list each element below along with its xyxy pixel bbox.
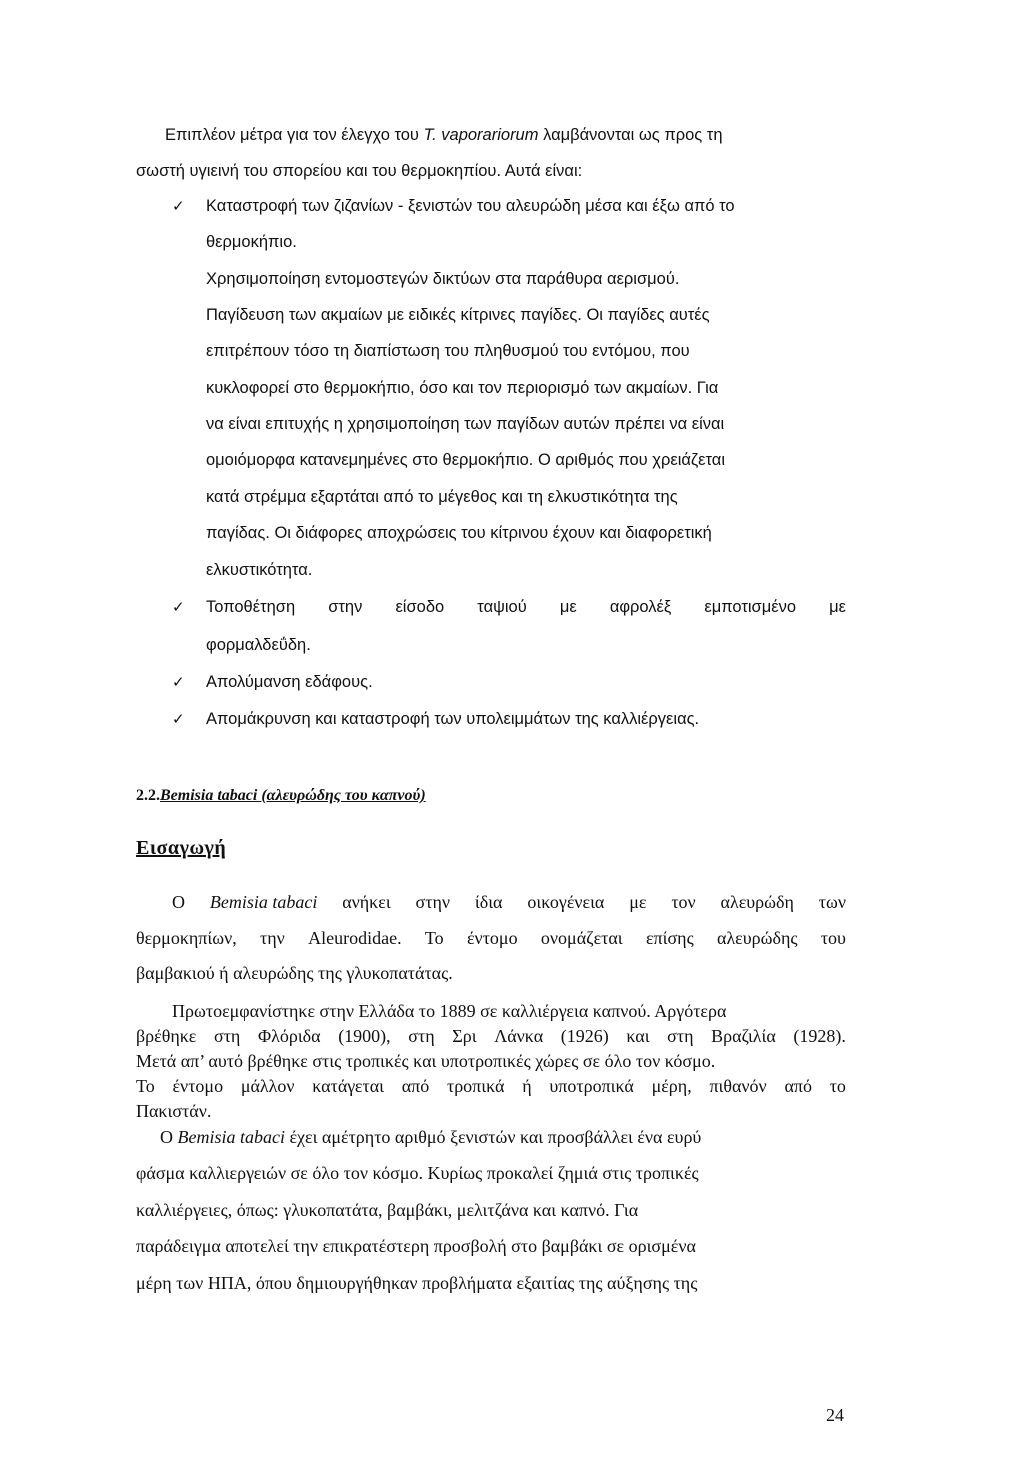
checkmark-icon: ✓ [172,673,185,691]
word: είσοδο [395,598,445,616]
word: (1928). [793,1026,846,1046]
word: θερμοκηπίων, [136,928,237,948]
word: έντομο [467,928,518,948]
text-span: Επιπλέον μέτρα για τον έλεγχο του [165,126,424,144]
word: Το [424,928,444,948]
species-name: Bemisia tabaci [177,1127,285,1147]
page-number: 24 [826,1405,844,1425]
paragraph-line: Πακιστάν. [136,1101,212,1121]
word: με [829,598,846,616]
word: από [784,1076,812,1096]
word: τον [671,892,696,912]
paragraph-line [160,1126,701,1148]
section-heading [136,783,426,807]
word: την [260,928,285,948]
word: ονομάζεται [540,928,623,948]
word: ίδια [474,892,503,912]
checkmark-icon: ✓ [172,197,185,215]
heading-title: Bemisia tabaci (αλευρώδης του καπνού) [160,787,426,804]
bullet-text: ελκυστικότητα. [206,561,313,579]
word: βρέθηκε [136,1026,197,1046]
word: τροπικά [446,1076,505,1096]
bullet-text: κατά στρέμμα εξαρτάται από το μέγεθος και τη ελκυστικότητα της [206,488,678,506]
bullet-text: Απομάκρυνση και καταστροφή των υπολειμμάτων της καλλιέργειας. [206,710,700,728]
bullet-text: κυκλοφορεί στο θερμοκήπιο, όσο και τον περιορισμό των ακμαίων. Για [206,379,719,397]
bullet-text: επιτρέπουν τόσο τη διαπίστωση του πληθυσμού του εντόμου, που [206,342,690,360]
word: υποτροπικά [549,1076,634,1096]
bullet-text: Χρησιμοποίηση εντομοστεγών δικτύων στα παράθυρα αερισμού. [206,270,680,288]
word: ανήκει [342,892,391,912]
bullet-text: Απολύμανση εδάφους. [206,673,373,691]
word: Ο [172,892,185,912]
word: ταψιού [477,598,527,616]
species-name: Bemisia tabaci [209,892,318,912]
word: (1926) [560,1026,609,1046]
word: έντομο [172,1076,224,1096]
word: μέρη, [651,1076,692,1096]
paragraph-line [136,927,846,949]
heading-number: 2.2. [136,787,160,804]
species-name: T. vaporariorum [423,126,539,144]
bullet-text: παγίδας. Οι διάφορες αποχρώσεις του κίτρινου έχουν και διαφορετική [206,524,712,542]
word: αλευρώδη [720,892,794,912]
word: στη [667,1026,694,1046]
word: αφρολέξ [609,598,672,616]
word: (1900), [338,1026,391,1046]
word: επίσης [645,928,694,948]
word: το [829,1076,846,1096]
bullet-text: Καταστροφή των ζιζανίων - ξενιστών του αλευρώδη μέσα και έξω από το [206,197,735,215]
bullet-text: ομοιόμορφα κατανεμημένες στο θερμοκήπιο. Ο αριθμός που χρειάζεται [206,451,726,469]
paragraph-line: σωστή υγιεινή του σπορείου και του θερμοκηπίου. Αυτά είναι: [136,162,583,180]
paragraph-line [136,1075,846,1097]
word: κατάγεται [312,1076,384,1096]
paragraph-line [136,1025,846,1047]
word: Aleurodidae. [308,928,402,948]
word: και [626,1026,650,1046]
subsection-title: Εισαγωγή [136,837,227,859]
paragraph-line [172,891,846,913]
word: Τοποθέτηση [206,598,296,616]
text-span: έχει αμέτρητο αριθμό ξενιστών και προσβάλλει ένα ευρύ [284,1127,702,1147]
paragraph-line [165,124,723,146]
word: μάλλον [240,1076,295,1096]
word: Το [136,1076,155,1096]
word: πιθανόν [709,1076,767,1096]
paragraph-line: παράδειγμα αποτελεί την επικρατέστερη προσβολή στο βαμβάκι σε ορισμένα [136,1236,696,1256]
word: στην [415,892,451,912]
word: Φλόριδα [257,1026,321,1046]
word: Λάνκα [494,1026,544,1046]
checkmark-icon: ✓ [172,710,185,728]
bullet-text: να είναι επιτυχής η χρησιμοποίηση των παγίδων αυτών πρέπει να είναι [206,415,725,433]
word: στην [328,598,363,616]
text-span: Ο [160,1127,178,1147]
bullet-text [206,596,846,618]
paragraph-line: Μετά απ’ αυτό βρέθηκε στις τροπικές και υποτροπικές χώρες σε όλο τον κόσμο. [136,1051,716,1071]
paragraph-line: καλλιέργειες, όπως: γλυκοπατάτα, βαμβάκι, μελιτζάνα και καπνό. Για [136,1200,639,1220]
word: Βραζιλία [711,1026,776,1046]
checkmark-icon: ✓ [172,598,185,616]
word: των [818,892,846,912]
paragraph-line: φάσμα καλλιεργειών σε όλο τον κόσμο. Κυρίως προκαλεί ζημιά στις τροπικές [136,1163,699,1183]
word: εμποτισμένο [704,598,797,616]
word: ή [522,1076,532,1096]
word: στη [408,1026,435,1046]
bullet-text: θερμοκήπιο. [206,233,297,251]
paragraph-line: βαμβακιού ή αλευρώδης της γλυκοπατάτας. [136,963,453,983]
bullet-text: φορμαλδεΰδη. [206,636,311,654]
word: με [559,598,577,616]
paragraph-line: μέρη των ΗΠΑ, όπου δημιουργήθηκαν προβλήματα εξαιτίας της αύξησης της [136,1273,698,1293]
word: από [401,1076,430,1096]
word: του [820,928,846,948]
text-span: λαμβάνονται ως προς τη [538,126,723,144]
paragraph-line: Πρωτοεμφανίστηκε στην Ελλάδα το 1889 σε καλλιέργεια καπνού. Αργότερα [172,1001,727,1021]
word: Σρι [452,1026,477,1046]
word: στη [213,1026,241,1046]
bullet-text: Παγίδευση των ακμαίων με ειδικές κίτρινες παγίδες. Οι παγίδες αυτές [206,306,710,324]
word: με [629,892,647,912]
word: αλευρώδης [717,928,798,948]
word: οικογένεια [527,892,605,912]
